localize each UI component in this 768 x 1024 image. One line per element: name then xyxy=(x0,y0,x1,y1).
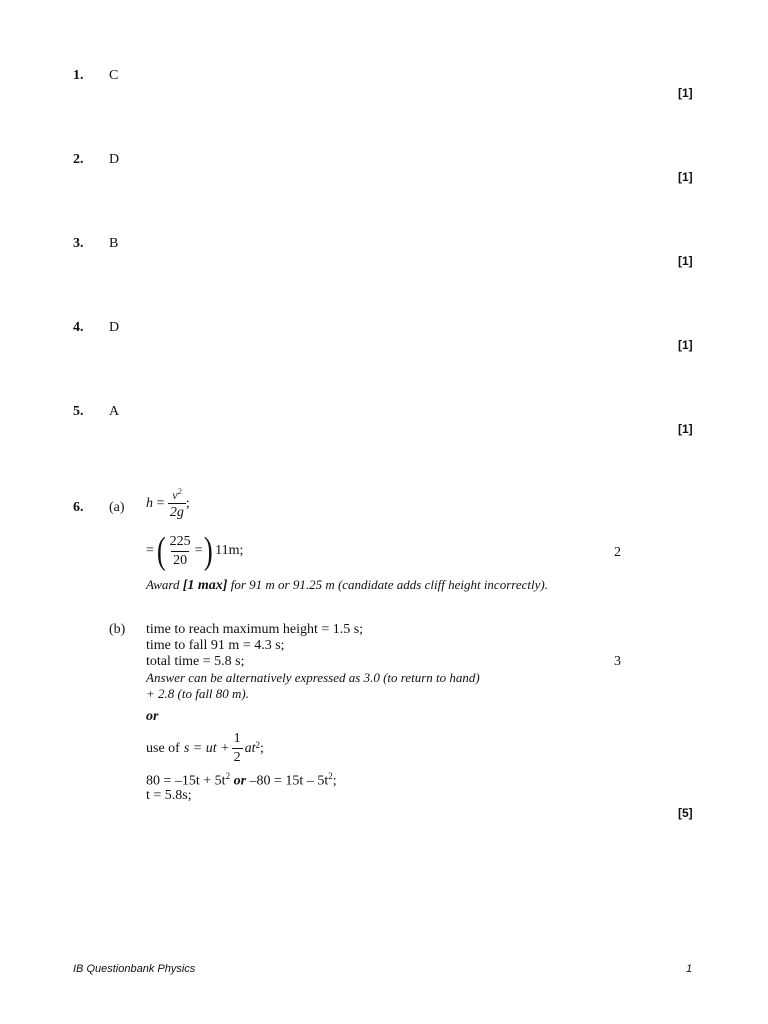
question-number: 3. xyxy=(73,236,84,251)
frac-denominator: 2g xyxy=(169,505,184,520)
answer: B xyxy=(109,236,119,251)
mark: [1] xyxy=(678,338,693,352)
suvat-formula xyxy=(146,732,264,765)
alt-note-2: + 2.8 (to fall 80 m). xyxy=(146,686,250,701)
semicolon: ; xyxy=(332,773,337,789)
award-suffix: for 91 m or 91.25 m (candidate adds cliff height incorrectly). xyxy=(227,577,548,592)
answer: D xyxy=(109,152,120,167)
part-a-label: (a) xyxy=(109,500,125,515)
award-note xyxy=(146,577,548,594)
or-label: or xyxy=(146,709,159,724)
mark: [1] xyxy=(678,254,693,268)
equation-a: 80 = –15t + 5t xyxy=(146,773,226,789)
mark: [1] xyxy=(678,86,693,100)
answer: D xyxy=(109,320,120,335)
frac-denominator: 2 xyxy=(233,750,241,765)
right-paren-icon: ) xyxy=(204,530,214,572)
calculation-line xyxy=(146,532,243,570)
part-b-marks: 3 xyxy=(614,654,621,669)
question-number: 6. xyxy=(73,500,84,515)
fraction-v2-2g xyxy=(168,488,186,520)
formula-h xyxy=(146,488,190,520)
t-result: t = 5.8s; xyxy=(146,788,192,803)
frac-numerator: 1 xyxy=(233,731,241,746)
equation-b: –80 = 15t – 5t xyxy=(249,773,329,789)
question-number: 2. xyxy=(73,152,84,167)
footer-title: IB Questionbank Physics xyxy=(73,963,196,975)
frac-denominator: 20 xyxy=(173,552,188,568)
equals: = xyxy=(194,543,203,558)
superscript: 2 xyxy=(255,740,260,750)
semicolon: ; xyxy=(185,496,190,512)
question-number: 4. xyxy=(73,320,84,335)
part-b-line-3: total time = 5.8 s; xyxy=(146,654,245,669)
equation-line xyxy=(146,771,337,790)
part-b-line-2: time to fall 91 m = 4.3 s; xyxy=(146,638,285,653)
variable-h: h xyxy=(146,496,153,512)
or-inline: or xyxy=(230,773,250,789)
part-b-label: (b) xyxy=(109,622,126,637)
question-number: 1. xyxy=(73,68,84,83)
part-a-marks: 2 xyxy=(614,545,621,560)
semicolon: ; xyxy=(259,740,264,756)
use-of: use of xyxy=(146,740,180,756)
award-bold: [1 max] xyxy=(182,578,228,593)
equals: = xyxy=(146,543,154,558)
mark: [1] xyxy=(678,422,693,436)
page-number: 1 xyxy=(686,963,693,975)
total-mark: [5] xyxy=(678,806,693,820)
equation-start: s = ut + xyxy=(183,740,230,756)
left-paren-icon: ( xyxy=(156,530,166,572)
part-b-line-1: time to reach maximum height = 1.5 s; xyxy=(146,622,364,637)
answer: A xyxy=(109,404,120,419)
frac-numerator: v xyxy=(172,488,178,502)
superscript: 2 xyxy=(328,771,333,781)
result: 11m; xyxy=(215,543,244,558)
mark: [1] xyxy=(678,170,693,184)
fraction-225-20 xyxy=(168,535,193,568)
question-number: 5. xyxy=(73,404,84,419)
answer: C xyxy=(109,68,119,83)
fraction-half xyxy=(232,732,243,765)
award-prefix: Award xyxy=(146,577,183,592)
frac-numerator: 225 xyxy=(169,533,191,549)
superscript: 2 xyxy=(177,487,182,496)
equals: = xyxy=(156,496,165,512)
alt-note-1: Answer can be alternatively expressed as 3.0 (to return to hand) xyxy=(146,670,480,685)
at-term: at xyxy=(244,740,256,756)
superscript: 2 xyxy=(225,771,231,781)
